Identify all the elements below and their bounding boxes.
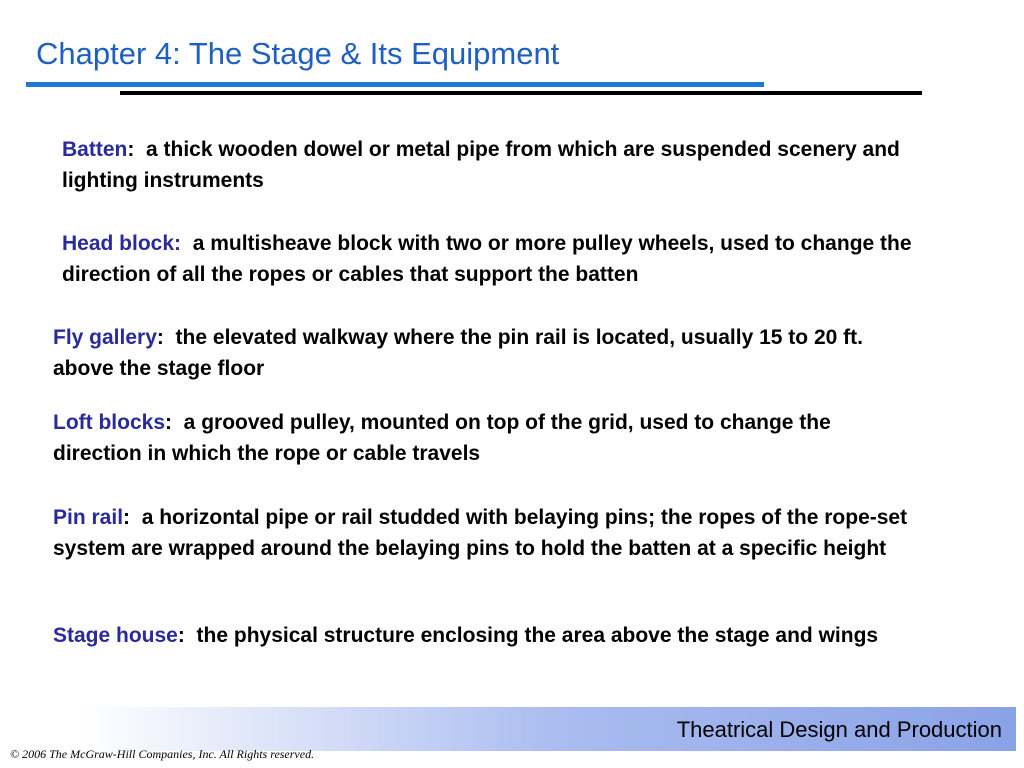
definition-text-fly-gallery: the elevated walkway where the pin rail is located, usually 15 to 20 ft. above the stage floor — [53, 326, 869, 380]
definition-stage-house — [53, 620, 953, 651]
title-underline-black — [120, 91, 922, 95]
definition-batten — [62, 134, 942, 196]
term-head-block: Head block: — [62, 232, 182, 255]
term-separator: : — [165, 411, 173, 434]
term-separator: : — [156, 326, 164, 349]
definition-text-batten: a thick wooden dowel or metal pipe from which are suspended scenery and lighting instruments — [62, 138, 906, 192]
definition-text-head-block: a multisheave block with two or more pulley wheels, used to change the direction of all the ropes or cables that support the batten — [62, 232, 918, 286]
term-pin-rail: Pin rail — [53, 506, 124, 529]
term-fly-gallery: Fly gallery — [53, 326, 157, 349]
title-underline-blue — [26, 82, 764, 87]
term-separator: : — [127, 138, 135, 161]
definition-pin-rail — [53, 502, 958, 564]
term-stage-house: Stage house — [53, 624, 178, 647]
term-separator: : — [177, 624, 185, 647]
footer-band — [0, 707, 1016, 751]
definition-text-stage-house: the physical structure enclosing the area above the stage and wings — [184, 624, 879, 647]
definition-text-pin-rail: a horizontal pipe or rail studded with belaying pins; the ropes of the rope-set system are wrapped around the belaying pins to hold the batten at a specific height — [53, 506, 913, 560]
definition-loft-blocks — [53, 407, 883, 469]
definition-text-loft-blocks: a grooved pulley, mounted on top of the grid, used to change the direction in which the rope or cable travels — [53, 411, 837, 465]
copyright-notice: © 2006 The McGraw-Hill Companies, Inc. All Rights reserved. — [10, 747, 315, 761]
slide-title: Chapter 4: The Stage & Its Equipment — [36, 36, 560, 71]
term-batten: Batten — [62, 138, 128, 161]
term-separator: : — [123, 506, 131, 529]
definition-head-block — [62, 228, 962, 290]
term-loft-blocks: Loft blocks — [53, 411, 166, 434]
definition-fly-gallery — [53, 322, 925, 384]
footer-title: Theatrical Design and Production — [676, 717, 1002, 742]
